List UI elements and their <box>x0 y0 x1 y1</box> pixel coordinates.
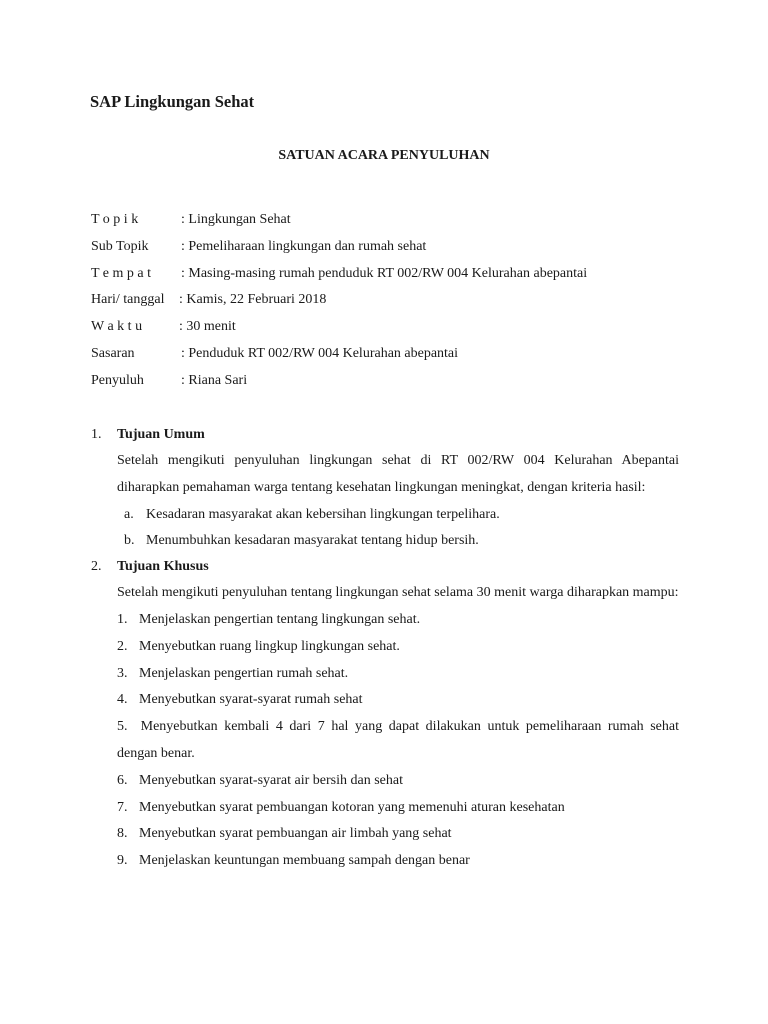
list-marker: 8. <box>117 826 128 842</box>
list-marker: 5. <box>117 719 128 735</box>
list-marker: 2. <box>117 638 128 654</box>
list-item-text: Menjelaskan keuntungan membuang sampah dengan benar <box>139 853 470 869</box>
list-item-text: Menjelaskan pengertian rumah sehat. <box>139 665 349 681</box>
list-item <box>91 848 679 875</box>
objectives <box>91 425 679 875</box>
info-label: W a k t u <box>91 319 143 335</box>
info-value: : Kamis, 22 Februari 2018 <box>179 292 327 308</box>
section-paragraph: Setelah mengikuti penyuluhan tentang lingkungan sehat selama 30 menit warga diharapkan mampu: <box>117 585 679 601</box>
list-item <box>91 687 679 714</box>
section-number: 2. <box>91 559 102 575</box>
criteria-list <box>91 502 679 556</box>
info-table <box>91 210 587 398</box>
info-label: Penyuluh <box>91 372 144 388</box>
section-title: Tujuan Khusus <box>117 559 209 575</box>
list-item-text: Menjelaskan pengertian tentang lingkungan sehat. <box>139 611 421 627</box>
document-heading: SATUAN ACARA PENYULUHAN <box>278 148 490 163</box>
list-marker: 4. <box>117 692 128 708</box>
info-row-topik <box>91 210 587 237</box>
info-row-penyuluh <box>91 371 587 398</box>
list-marker: 1. <box>117 611 128 627</box>
info-label: T o p i k <box>91 212 139 227</box>
list-item-text: Menyebutkan syarat-syarat air bersih dan sehat <box>139 772 403 788</box>
list-marker: b. <box>124 533 135 549</box>
list-item <box>91 714 679 768</box>
section-heading-tujuan-umum <box>91 425 679 445</box>
list-item-text: Menyebutkan ruang lingkup lingkungan sehat. <box>139 638 400 654</box>
list-item <box>91 821 679 848</box>
list-item <box>91 528 679 555</box>
info-label: Sasaran <box>91 345 135 361</box>
section-number: 1. <box>91 427 102 442</box>
info-value: : Penduduk RT 002/RW 004 Kelurahan abepantai <box>181 345 459 361</box>
list-item-text: Menyebutkan syarat pembuangan air limbah yang sehat <box>139 826 452 842</box>
document-title: SAP Lingkungan Sehat <box>90 92 255 111</box>
list-marker: 6. <box>117 772 128 788</box>
info-label: Hari/ tanggal <box>91 292 165 308</box>
info-value: : Riana Sari <box>181 372 248 388</box>
list-marker: 7. <box>117 799 128 815</box>
list-item-text: Menumbuhkan kesadaran masyarakat tentang hidup bersih. <box>146 533 479 549</box>
info-row-sasaran <box>91 344 587 371</box>
list-item-text: Menyebutkan syarat-syarat rumah sehat <box>139 692 363 708</box>
section-paragraph: Setelah mengikuti penyuluhan lingkungan sehat di RT 002/RW 004 Kelurahan Abepantai diharapkan pemahaman warga tentang kesehatan lingkungan meningkat, dengan kriteria hasil: <box>117 453 679 495</box>
section-title: Tujuan Umum <box>117 427 205 442</box>
list-item <box>91 502 679 529</box>
list-marker: 9. <box>117 853 128 869</box>
info-label: T e m p a t <box>91 265 152 281</box>
list-item-text: Kesadaran masyarakat akan kebersihan lingkungan terpelihara. <box>146 506 500 522</box>
list-item <box>91 634 679 661</box>
info-value: : 30 menit <box>179 319 236 335</box>
info-row-waktu <box>91 317 587 344</box>
list-item <box>91 607 679 634</box>
objective-list <box>91 607 679 875</box>
list-item <box>91 768 679 795</box>
list-marker: a. <box>124 506 134 522</box>
section-heading-tujuan-khusus <box>91 557 679 577</box>
info-label: Sub Topik <box>91 238 149 254</box>
info-value: : Masing-masing rumah penduduk RT 002/RW 004 Kelurahan abepantai <box>181 265 588 281</box>
list-item <box>91 795 679 822</box>
info-row-hari-tanggal <box>91 290 587 317</box>
list-item-text: Menyebutkan kembali 4 dari 7 hal yang dapat dilakukan untuk pemeliharaan rumah sehat dengan benar. <box>117 719 679 761</box>
list-item-text: Menyebutkan syarat pembuangan kotoran yang memenuhi aturan kesehatan <box>139 799 565 815</box>
list-item <box>91 661 679 688</box>
info-row-tempat <box>91 264 587 291</box>
info-value: : Lingkungan Sehat <box>181 212 291 227</box>
info-value: : Pemeliharaan lingkungan dan rumah sehat <box>181 238 427 254</box>
info-row-subtopik <box>91 237 587 264</box>
list-marker: 3. <box>117 665 128 681</box>
